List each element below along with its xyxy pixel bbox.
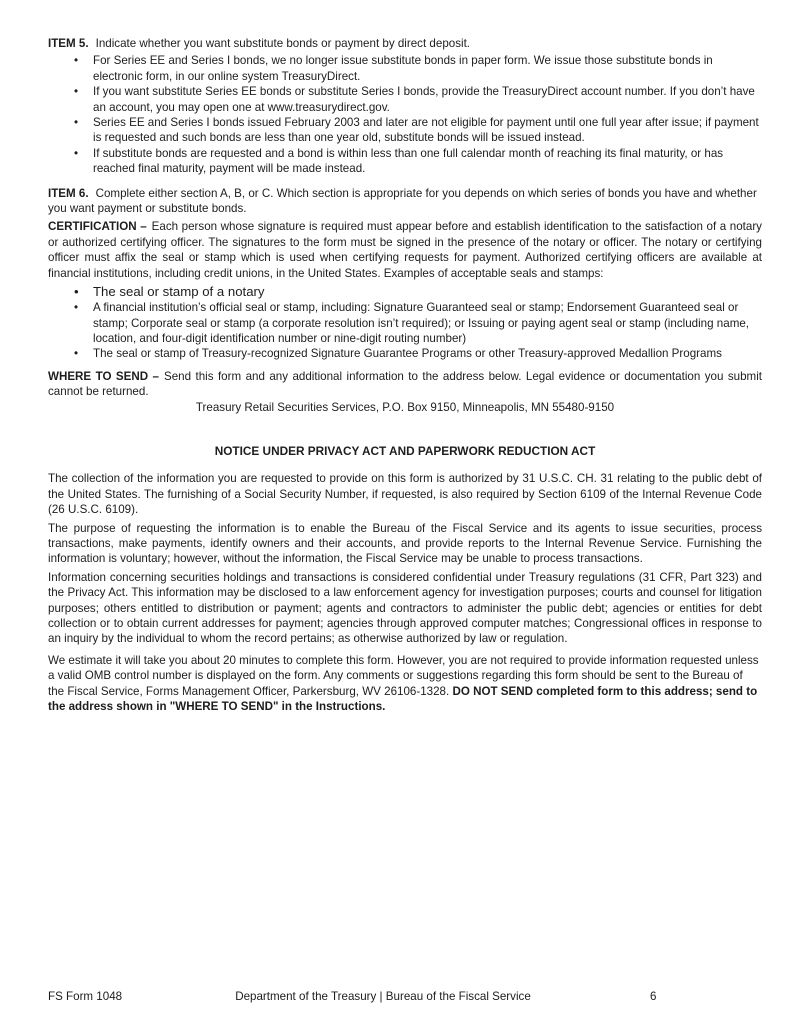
privacy-paragraph-3: Information concerning securities holdings and transactions is considered confidential under Treasury regulations (31 CFR, Part 323) and the Privacy Act. This information may be disclosed to a law enforcement agency for investigation purposes; courts and counsel for litigation purposes; others entitled to distribution or payment; agents and contractors to administer the public debt; agencies or entities for debt collection or to obtain current addresses for payment; agencies through approved computer matches; Congressional offices in response to an inquiry by the individual to whom the record pertains; as otherwise authorized by law or regulation. — [48, 570, 762, 646]
certification-bullet: • The seal or stamp of a notary — [48, 283, 762, 300]
footer-department: Department of the Treasury | Bureau of the Fiscal Service — [235, 990, 531, 1003]
item6-label: ITEM 6. — [48, 186, 89, 200]
item6-text: Complete either section A, B, or C. Which section is appropriate for you depends on which series of bonds you have and whether you want payment or substitute bonds. — [48, 186, 757, 216]
item5-bullet: • Series EE and Series I bonds issued February 2003 and later are not eligible for payment until one full year after issue; if payment is requested and such bonds are less than one year old, substitute bonds will be issued instead. — [48, 115, 762, 146]
certification-bullet-list — [48, 283, 762, 362]
item5-text: Indicate whether you want substitute bonds or payment by direct deposit. — [95, 37, 471, 50]
footer-page-number: 6 — [650, 990, 657, 1003]
privacy-paragraph-1: The collection of the information you are requested to provide on this form is authorized by 31 U.S.C. CH. 31 relating to the public debt of the United States. The furnishing of a Social Security Number, if requested, is also required by Section 6109 of the Internal Revenue Code (26 U.S.C. 6109). — [48, 472, 762, 517]
page-footer — [0, 989, 800, 1004]
item5-bullet-list — [48, 53, 762, 176]
item5-bullet: • If you want substitute Series EE bonds or substitute Series I bonds, provide the TreasuryDirect account number. If you don’t have an account, you may open one at www.treasurydirect.gov. — [48, 84, 762, 115]
item6-paragraph — [48, 186, 762, 217]
item5-bullet: • For Series EE and Series I bonds, we no longer issue substitute bonds in paper form. We issue those substitute bonds in electronic form, in our online system TreasuryDirect. — [48, 53, 762, 84]
where-to-send-label: WHERE TO SEND – — [48, 369, 159, 383]
certification-paragraph — [48, 219, 762, 281]
footer-form-number: FS Form 1048 — [48, 990, 123, 1003]
certification-label: CERTIFICATION – — [48, 220, 147, 234]
item5-label: ITEM 5. — [48, 37, 89, 50]
mailing-address: Treasury Retail Securities Services, P.O. Box 9150, Minneapolis, MN 55480-9150 — [195, 400, 615, 414]
do-not-send-bold-text: DO NOT SEND completed form to this address; send to the address shown in "WHERE TO SEND" in the Instructions. — [48, 684, 758, 714]
certification-bullet: • A financial institution’s official seal or stamp, including: Signature Guaranteed seal or stamp; Endorsement Guaranteed seal or stamp; Corporate seal or stamp (a corporate resolution isn’t required); or Issuing or paying agent seal or stamp (including name, location, and four-digit identification number or nine-digit routing number) — [48, 300, 762, 346]
certification-bullet: • The seal or stamp of Treasury-recognized Signature Guarantee Programs or other Treasury-approved Medallion Programs — [48, 346, 762, 361]
estimate-text: We estimate it will take you about 20 minutes to complete this form. However, you are not required to provide information requested unless a valid OMB control number is displayed on the form. Any comments or suggestions regarding this form should be sent to the Bureau of the Fiscal Service, Forms Management Officer, Parkersburg, WV 26106-1328. — [48, 653, 759, 698]
certification-text: Each person whose signature is required must appear before and establish identification to the satisfaction of a notary or authorized certifying officer. The signatures to the form must be signed in the presence of the notary or officer. The notary or certifying officer must affix the seal or stamp which is used when certifying requests for payment. Authorized certifying officers are available at financial institutions, including credit unions, in the United States. Examples of acceptable seals and stamps: — [48, 220, 762, 280]
where-to-send-text: Send this form and any additional information to the address below. Legal evidence or documentation you submit cannot be returned. — [48, 369, 762, 399]
where-to-send-paragraph — [48, 369, 762, 400]
page-content — [48, 36, 762, 714]
privacy-act-heading: NOTICE UNDER PRIVACY ACT AND PAPERWORK REDUCTION ACT — [214, 443, 596, 458]
item5-paragraph — [48, 36, 762, 51]
estimate-paragraph — [48, 653, 762, 715]
item5-bullet: • If substitute bonds are requested and a bond is within less than one full calendar month of reaching its final maturity, or has reached final maturity, payment will be made instead. — [48, 146, 762, 177]
privacy-paragraph-2: The purpose of requesting the information is to enable the Bureau of the Fiscal Service and its agents to issue securities, process transactions, make payments, identify owners and their accounts, and provide reports to the Internal Revenue Service. Furnishing the information is voluntary; however, without the information, the Fiscal Service may be unable to process transactions. — [48, 521, 762, 566]
